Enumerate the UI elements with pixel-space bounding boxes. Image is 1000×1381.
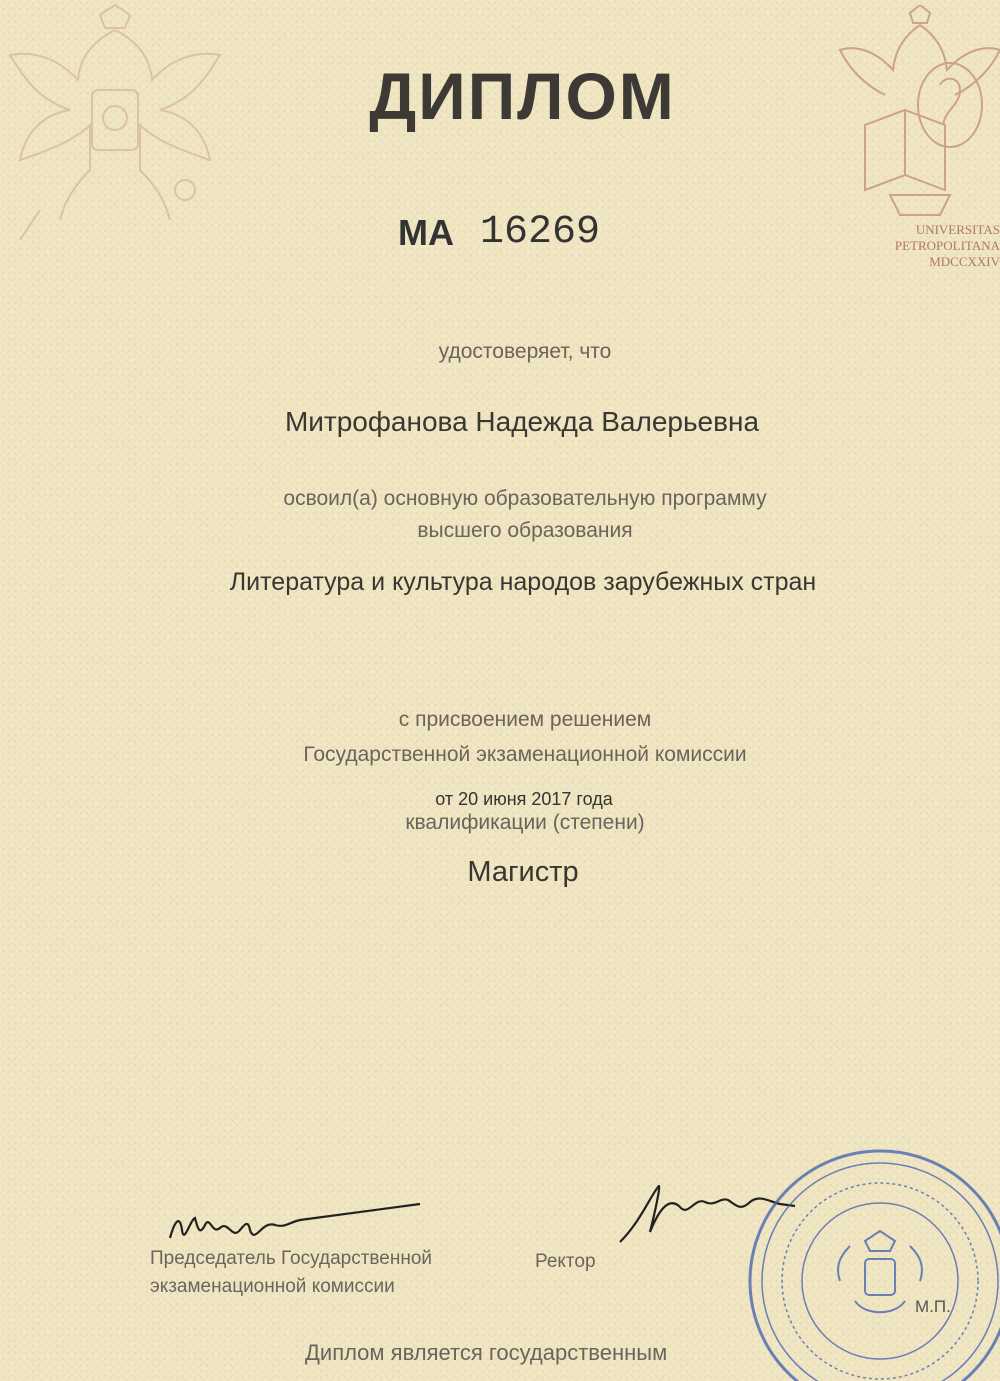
chair-label-line2: экзаменационной комиссии [150, 1276, 395, 1297]
chair-label-line1: Председатель Государственной [150, 1248, 433, 1269]
mastered-text-line2: высшего образования [417, 519, 633, 542]
awarded-text-line1: с присвоением решением [398, 708, 652, 731]
mastered-text-line1: освоил(а) основную образовательную программу [283, 487, 767, 510]
program-name: Литература и культура народов зарубежных стран [229, 568, 817, 596]
degree: Магистр [467, 856, 579, 888]
chair-signature-icon [150, 1190, 440, 1250]
motto-line: PETROPOLITANA [894, 238, 1000, 253]
official-stamp-icon [735, 1141, 1000, 1381]
motto-line: UNIVERSITAS [915, 222, 1000, 237]
document-title: ДИПЛОМ [369, 59, 676, 133]
certifies-text: удостоверяет, что [438, 340, 612, 363]
footer-text: Диплом является государственным [305, 1340, 668, 1365]
holder-name: Митрофанова Надежда Валерьевна [284, 406, 760, 437]
awarded-text-line2: Государственной экзаменационной комиссии [303, 743, 747, 766]
diploma-number: 16269 [480, 210, 601, 255]
diploma-series: МА [398, 212, 454, 253]
motto-line: MDCCXXIV [929, 254, 1000, 269]
qualification-label: квалификации (степени) [405, 811, 645, 834]
rector-label: Ректор [535, 1251, 596, 1272]
university-motto [870, 222, 1000, 270]
stamp-place-label: М.П. [915, 1297, 951, 1316]
decision-date: от 20 июня 2017 года [435, 789, 613, 809]
